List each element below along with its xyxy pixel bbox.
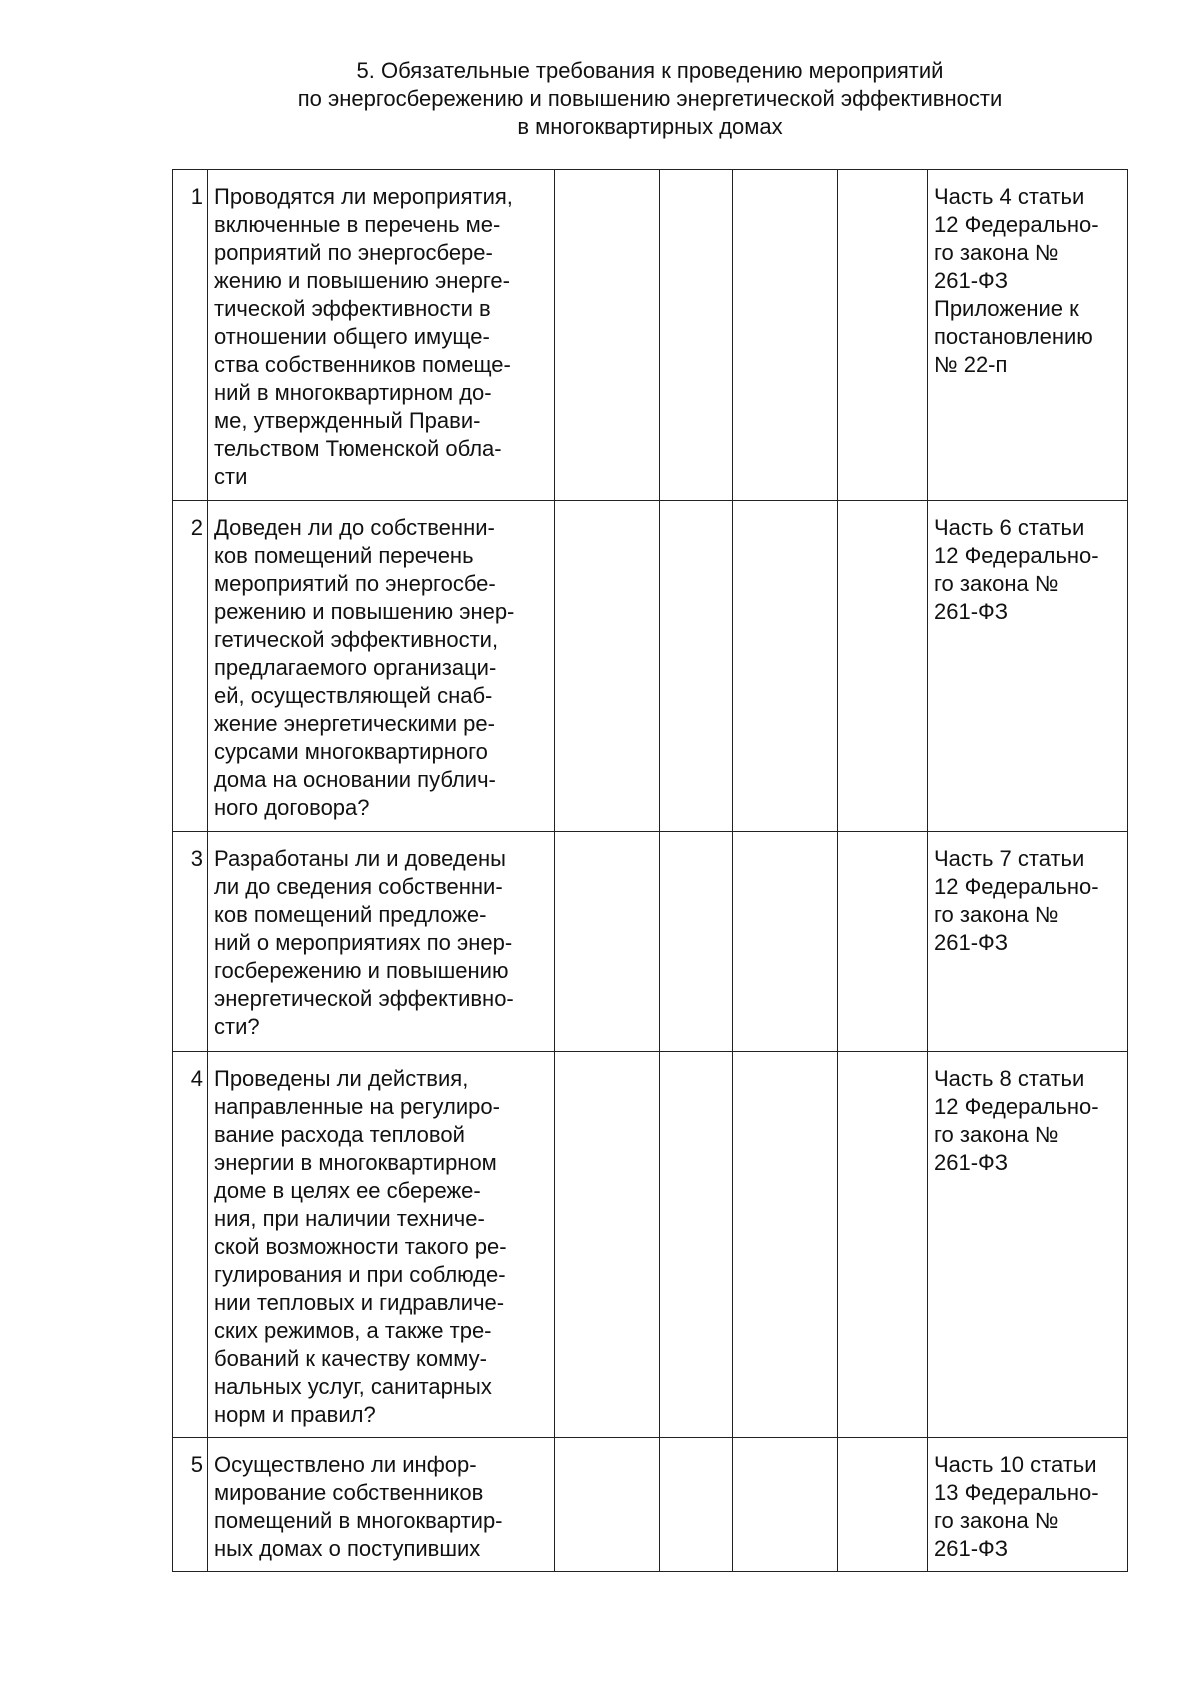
legal-reference — [928, 170, 1128, 501]
legal-reference — [928, 1052, 1128, 1438]
text-line: гулирования и при соблюде- — [214, 1262, 506, 1287]
empty-cell — [555, 170, 660, 501]
table-row — [173, 832, 1128, 1052]
empty-cell — [555, 1052, 660, 1438]
text-line: жению и повышению энерге- — [214, 268, 510, 293]
text-line: доме в целях ее сбереже- — [214, 1178, 481, 1203]
empty-cell — [660, 1052, 733, 1438]
requirement-question — [208, 1438, 555, 1572]
legal-reference — [928, 1438, 1128, 1572]
table-row — [173, 1052, 1128, 1438]
text-line: № 22-п — [934, 352, 1008, 377]
empty-cell — [733, 1052, 838, 1438]
text-line: ства собственников помеще- — [214, 352, 511, 377]
text-line: ских режимов, а также тре- — [214, 1318, 492, 1343]
text-line: ли до сведения собственни- — [214, 874, 503, 899]
empty-cell — [660, 170, 733, 501]
requirements-table-body — [173, 170, 1128, 1572]
empty-cell — [555, 832, 660, 1052]
empty-cell — [660, 1438, 733, 1572]
text-line: ного договора? — [214, 795, 370, 820]
text-line: 12 Федерально- — [934, 1094, 1099, 1119]
requirement-question — [208, 501, 555, 832]
empty-cell — [555, 1438, 660, 1572]
text-line: мирование собственников — [214, 1480, 484, 1505]
text-line: отношении общего имуще- — [214, 324, 490, 349]
text-line: го закона № — [934, 571, 1059, 596]
empty-cell — [838, 1052, 928, 1438]
requirements-table — [172, 169, 1128, 1572]
text-line: госбережению и повышению — [214, 958, 509, 983]
empty-cell — [660, 832, 733, 1052]
text-line: сти — [214, 464, 248, 489]
text-line: включенные в перечень ме- — [214, 212, 501, 237]
empty-cell — [660, 501, 733, 832]
text-line: энергии в многоквартирном — [214, 1150, 497, 1175]
text-line: жение энергетическими ре- — [214, 711, 495, 736]
text-line: 261-ФЗ — [934, 599, 1009, 624]
empty-cell — [838, 501, 928, 832]
text-line: го закона № — [934, 1122, 1059, 1147]
text-line: 13 Федерально- — [934, 1480, 1099, 1505]
text-line: 261-ФЗ — [934, 1536, 1009, 1561]
row-number: 4 — [173, 1052, 208, 1438]
text-line: норм и правил? — [214, 1402, 376, 1427]
text-line: тельством Тюменской обла- — [214, 436, 502, 461]
text-line: го закона № — [934, 240, 1059, 265]
text-line: 12 Федерально- — [934, 543, 1099, 568]
text-line: постановлению — [934, 324, 1093, 349]
text-line: ных домах о поступивших — [214, 1536, 481, 1561]
text-line: нии тепловых и гидравличе- — [214, 1290, 505, 1315]
text-line: дома на основании публич- — [214, 767, 496, 792]
text-line: Проведены ли действия, — [214, 1066, 469, 1091]
text-line: ской возможности такого ре- — [214, 1234, 507, 1259]
text-line: го закона № — [934, 1508, 1059, 1533]
empty-cell — [733, 1438, 838, 1572]
text-line: Проводятся ли мероприятия, — [214, 184, 513, 209]
text-line: Доведен ли до собственни- — [214, 515, 495, 540]
legal-reference — [928, 501, 1128, 832]
text-line: сти? — [214, 1014, 260, 1039]
text-line: направленные на регулиро- — [214, 1094, 500, 1119]
text-line: 12 Федерально- — [934, 212, 1099, 237]
text-line: мероприятий по энергосбе- — [214, 571, 496, 596]
table-row — [173, 170, 1128, 501]
text-line: Часть 7 статьи — [934, 846, 1085, 871]
text-line: помещений в многоквартир- — [214, 1508, 503, 1533]
section-title — [170, 57, 1130, 141]
text-line: ей, осуществляющей снаб- — [214, 683, 493, 708]
row-number: 5 — [173, 1438, 208, 1572]
text-line: ков помещений перечень — [214, 543, 474, 568]
row-number: 1 — [173, 170, 208, 501]
text-line: 12 Федерально- — [934, 874, 1099, 899]
text-line: ния, при наличии техниче- — [214, 1206, 485, 1231]
empty-cell — [733, 832, 838, 1052]
text-line: Осуществлено ли инфор- — [214, 1452, 477, 1477]
text-line: Часть 10 статьи — [934, 1452, 1097, 1477]
text-line: 261-ФЗ — [934, 1150, 1009, 1175]
text-line: режению и повышению энер- — [214, 599, 515, 624]
row-number: 3 — [173, 832, 208, 1052]
text-line: нальных услуг, санитарных — [214, 1374, 492, 1399]
section-title-line-1: 5. Обязательные требования к проведению мероприятий — [356, 58, 944, 83]
empty-cell — [733, 170, 838, 501]
empty-cell — [555, 501, 660, 832]
text-line: ний о мероприятиях по энер- — [214, 930, 513, 955]
text-line: Часть 8 статьи — [934, 1066, 1085, 1091]
row-number: 2 — [173, 501, 208, 832]
text-line: ний в многоквартирном до- — [214, 380, 492, 405]
empty-cell — [838, 170, 928, 501]
table-row — [173, 501, 1128, 832]
text-line: 261-ФЗ — [934, 268, 1009, 293]
text-line: бований к качеству комму- — [214, 1346, 487, 1371]
text-line: роприятий по энергосбере- — [214, 240, 493, 265]
empty-cell — [838, 1438, 928, 1572]
text-line: энергетической эффективно- — [214, 986, 514, 1011]
requirement-question — [208, 170, 555, 501]
requirement-question — [208, 1052, 555, 1438]
text-line: сурсами многоквартирного — [214, 739, 488, 764]
text-line: гетической эффективности, — [214, 627, 499, 652]
empty-cell — [838, 832, 928, 1052]
text-line: ме, утвержденный Прави- — [214, 408, 481, 433]
text-line: Приложение к — [934, 296, 1079, 321]
requirement-question — [208, 832, 555, 1052]
text-line: ков помещений предложе- — [214, 902, 487, 927]
text-line: Часть 4 статьи — [934, 184, 1085, 209]
table-row — [173, 1438, 1128, 1572]
text-line: тической эффективности в — [214, 296, 491, 321]
section-title-line-3: в многоквартирных домах — [517, 114, 783, 139]
text-line: вание расхода тепловой — [214, 1122, 465, 1147]
text-line: предлагаемого организаци- — [214, 655, 497, 680]
text-line: Разработаны ли и доведены — [214, 846, 506, 871]
text-line: 261-ФЗ — [934, 930, 1009, 955]
empty-cell — [733, 501, 838, 832]
text-line: го закона № — [934, 902, 1059, 927]
section-title-line-2: по энергосбережению и повышению энергетической эффективности — [297, 86, 1003, 111]
legal-reference — [928, 832, 1128, 1052]
text-line: Часть 6 статьи — [934, 515, 1085, 540]
